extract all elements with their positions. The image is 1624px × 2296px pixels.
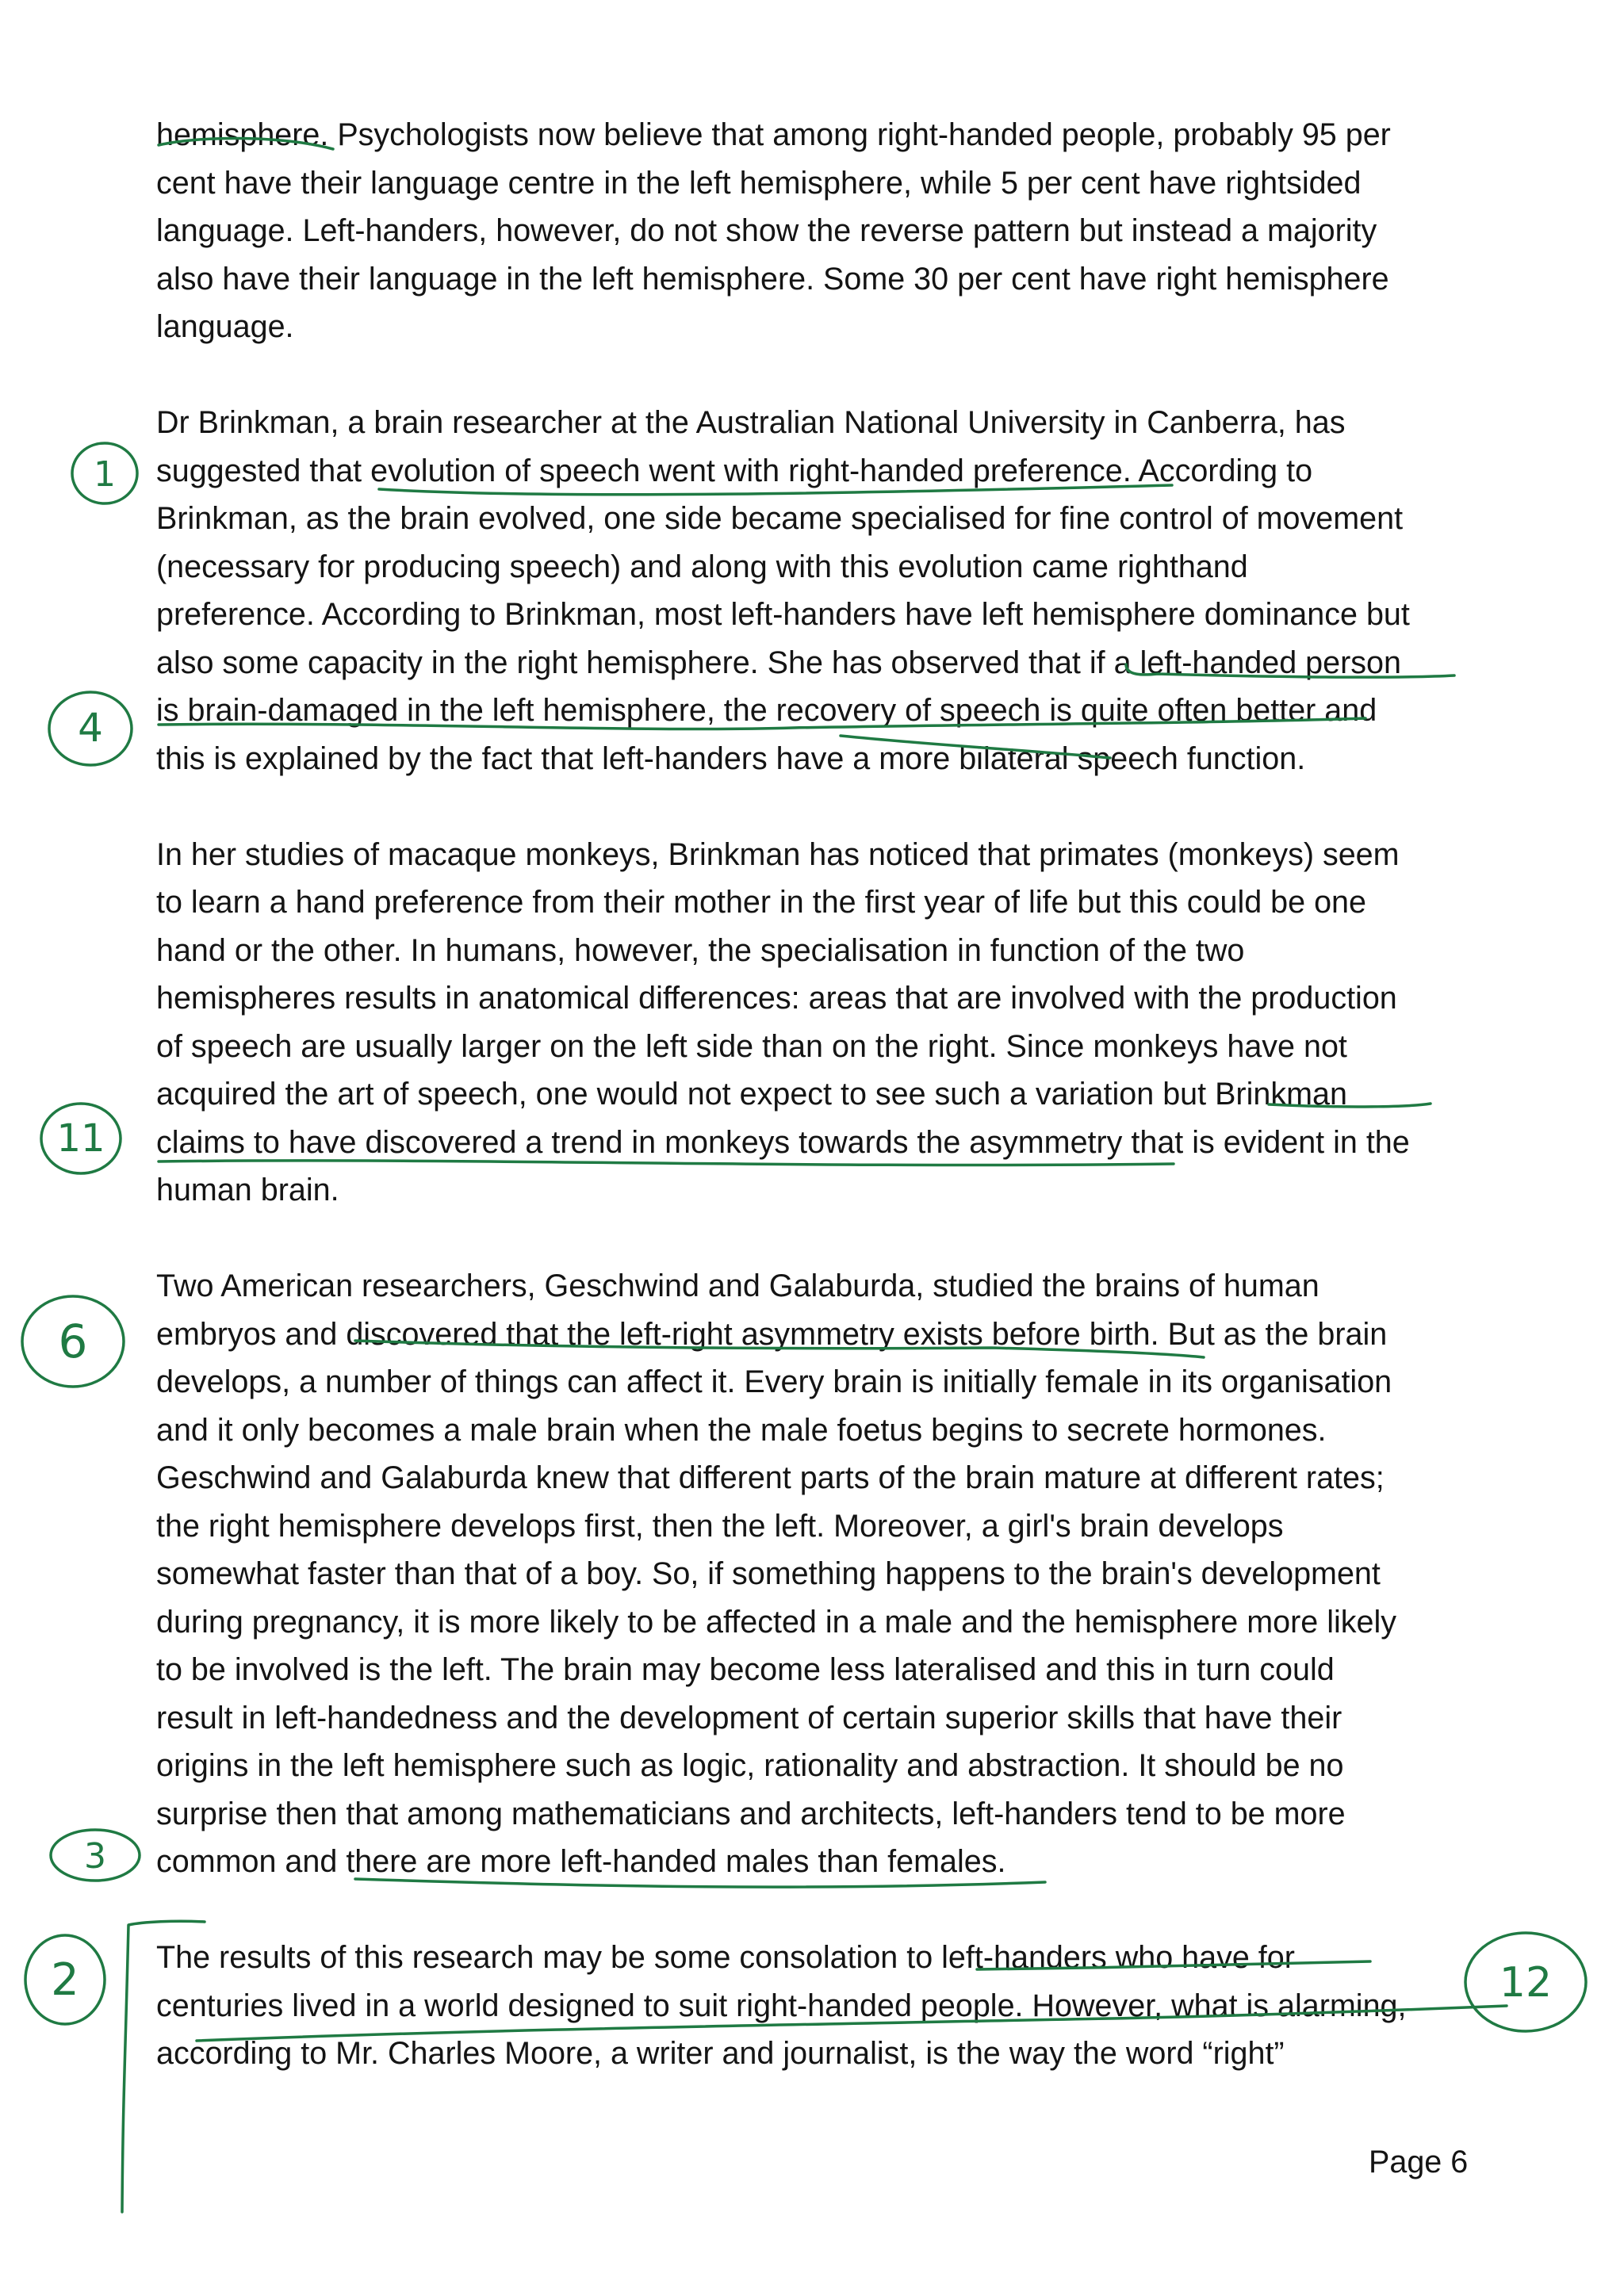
text-line: human brain. [156,1173,339,1207]
paragraph-spacer [156,1215,1488,1263]
text-line: In her studies of macaque monkeys, Brinkman has noticed that primates (monkeys) seem [156,836,1400,872]
paragraph [156,399,1488,783]
margin-annotation-12: 12 [1499,1959,1553,2007]
body-text [156,111,1488,2078]
text-line: to be involved is the left. The brain may become less lateralised and this in turn could [156,1652,1335,1687]
text-line: during pregnancy, it is more likely to be affected in a male and the hemisphere more likely [156,1604,1396,1640]
text-line: claims to have discovered a trend in monkeys towards the asymmetry that is evident in the [156,1124,1410,1160]
text-line: hemispheres results in anatomical differences: areas that are involved with the production [156,981,1397,1016]
text-line: hemisphere. Psychologists now believe that among right-handed people, probably 95 per [156,117,1391,152]
circled-number-6-mark [22,1296,124,1387]
text-line: origins in the left hemisphere such as logic, rationality and abstraction. It should be no [156,1748,1344,1783]
paragraph [156,111,1488,351]
text-line: embryos and discovered that the left-right asymmetry exists before birth. But as the brain [156,1316,1388,1352]
paragraph [156,1934,1488,2078]
text-line: the right hemisphere develops first, then the left. Moreover, a girl's brain develops [156,1508,1284,1544]
margin-annotation-11: 11 [56,1116,105,1161]
text-line: this is explained by the fact that left-handers have a more bilateral speech function. [156,740,1306,776]
paragraph [156,1262,1488,1886]
text-line: language. [156,309,294,344]
text-line: to learn a hand preference from their mother in the first year of life but this could be one [156,885,1366,920]
margin-annotation-2: 2 [51,1954,79,2006]
text-line: Geschwind and Galaburda knew that different parts of the brain mature at different rates; [156,1460,1385,1495]
paragraph [156,831,1488,1215]
circled-number-3-mark [51,1830,140,1881]
text-line: surprise then that among mathematicians and architects, left-handers tend to be more [156,1796,1346,1831]
circled-number-2-mark [25,1935,105,2024]
circled-number-4-mark [49,692,132,765]
text-line: language. Left-handers, however, do not show the reverse pattern but instead a majority [156,213,1377,248]
circled-number-1-mark [72,443,137,503]
margin-annotation-6: 6 [58,1314,88,1368]
paragraph-spacer [156,1886,1488,1934]
text-line: hand or the other. In humans, however, the specialisation in function of the two [156,932,1245,968]
margin-annotation-4: 4 [78,705,103,751]
text-line: also some capacity in the right hemisphere. She has observed that if a left-handed person [156,645,1401,680]
text-line: and it only becomes a male brain when the male foetus begins to secrete hormones. [156,1412,1327,1448]
text-line: develops, a number of things can affect it. Every brain is initially female in its organisation [156,1364,1392,1399]
text-line: The results of this research may be some consolation to left-handers who have for [156,1940,1295,1975]
text-line: result in left-handedness and the development of certain superior skills that have their [156,1700,1342,1735]
text-line: Brinkman, as the brain evolved, one side became specialised for fine control of movement [156,501,1404,536]
page-number: Page 6 [1369,2145,1469,2179]
text-line: also have their language in the left hemisphere. Some 30 per cent have right hemisphere [156,261,1389,297]
text-line: preference. According to Brinkman, most left-handers have left hemisphere dominance but [156,597,1410,632]
text-line: Dr Brinkman, a brain researcher at the Australian National University in Canberra, has [156,405,1346,440]
text-line: is brain-damaged in the left hemisphere, the recovery of speech is quite often better and [156,693,1377,728]
text-line: cent have their language centre in the left hemisphere, while 5 per cent have rightsided [156,165,1362,201]
text-line: acquired the art of speech, one would not expect to see such a variation but Brinkman [156,1077,1347,1112]
margin-annotation-3: 3 [84,1836,106,1877]
circled-number-11-mark [41,1104,121,1173]
paragraph-spacer [156,783,1488,831]
text-line: common and there are more left-handed males than females. [156,1844,1006,1879]
text-line: Two American researchers, Geschwind and Galaburda, studied the brains of human [156,1269,1320,1303]
margin-annotation-1: 1 [94,454,116,495]
text-line: according to Mr. Charles Moore, a writer and journalist, is the way the word “right” [156,2036,1285,2071]
text-line: (necessary for producing speech) and along with this evolution came righthand [156,549,1248,584]
text-line: suggested that evolution of speech went with right-handed preference. According to [156,453,1313,488]
text-line: centuries lived in a world designed to suit right-handed people. However, what is alarming, [156,1988,1407,2023]
text-line: of speech are usually larger on the left side than on the right. Since monkeys have not [156,1028,1347,1064]
paragraph-spacer [156,351,1488,400]
text-line: somewhat faster than that of a boy. So, if something happens to the brain's development [156,1556,1381,1591]
